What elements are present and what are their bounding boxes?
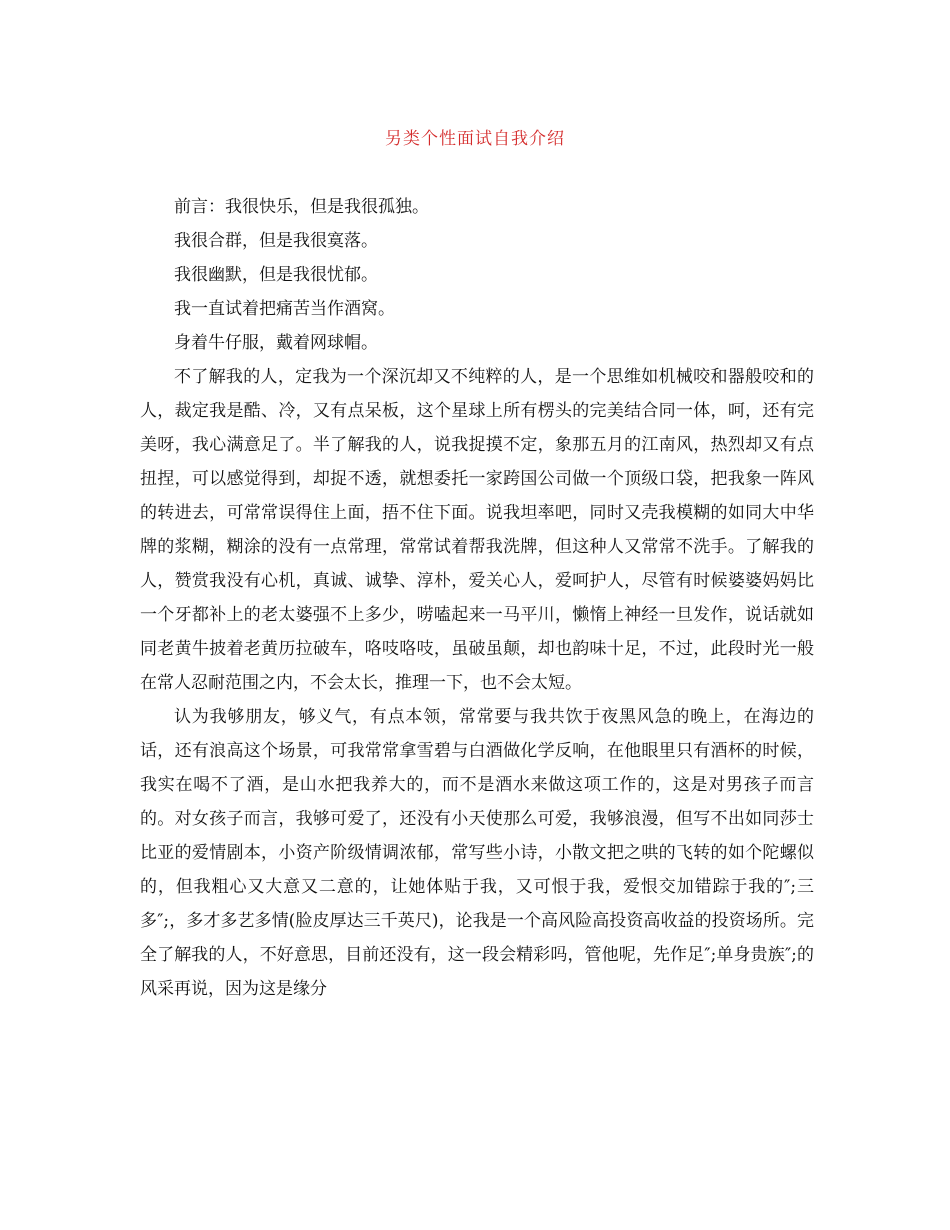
paragraph-preface: 前言：我很快乐，但是我很孤独。 — [174, 197, 429, 217]
paragraph-line-4: 我一直试着把痛苦当作酒窝。 — [174, 299, 395, 319]
paragraph-line-2: 我很合群，但是我很寞落。 — [174, 231, 378, 251]
paragraph-line-5: 身着牛仔服，戴着网球帽。 — [174, 333, 378, 353]
paragraph-line-3: 我很幽默，但是我很忧郁。 — [174, 265, 378, 285]
document-title: 另类个性面试自我介绍 — [385, 129, 565, 149]
paragraph-main-1: 不了解我的人，定我为一个深沉却又不纯粹的人，是一个思维如机械咬和器般咬和的人，裁定我是酷、冷，又有点呆板，这个星球上所有楞头的完美结合同一体，呵，还有完美呀，我心满意足了。半了解我的人，说我捉摸不定，象那五月的江南风，热烈却又有点扭捏，可以感觉得到，却捉不透，就想委托一家跨国公司做一个顶级口袋，把我象一阵风的转进去，可常常误得住上面，捂不住下面。说我坦率吧，同时又壳我模糊的如同大中华牌的浆糊，糊涂的没有一点常理，常常试着帮我洗牌，但这种人又常常不洗手。了解我的人，赞赏我没有心机，真诚、诚挚、淳朴，爱关心人，爱呵护人，尽管有时候婆婆妈妈比一个牙都补上的老太婆强不上多少，唠嗑起来一马平川，懒惰上神经一旦发作，说话就如同老黄牛披着老黄历拉破车，咯吱咯吱，虽破虽颠，却也韵味十足，不过，此段时光一般在常人忍耐范围之内，不会太长，推理一下，也不会太短。 — [140, 367, 814, 693]
paragraph-main-2: 认为我够朋友，够义气，有点本领，常常要与我共饮于夜黑风急的晚上，在海边的话，还有浪高这个场景，可我常常拿雪碧与白酒做化学反响，在他眼里只有酒杯的时候，我实在喝不了酒，是山水把我养大的，而不是酒水来做这项工作的，这是对男孩子而言的。对女孩子而言，我够可爱了，还没有小天使那么可爱，我够浪漫，但写不出如同莎士比亚的爱情剧本，小资产阶级情调浓郁，常写些小诗，小散文把之哄的飞转的如个陀螺似的，但我粗心又大意又二意的，让她体贴于我，又可恨于我，爱恨交加错踪于我的″;三多″;，多才多艺多情(脸皮厚达三千英尺)，论我是一个高风险高投资高收益的投资场所。完全了解我的人，不好意思，目前还没有，这一段会精彩吗，管他呢，先作足″;单身贵族″;的风采再说，因为这是缘分 — [140, 707, 814, 999]
document-body — [140, 190, 814, 1006]
